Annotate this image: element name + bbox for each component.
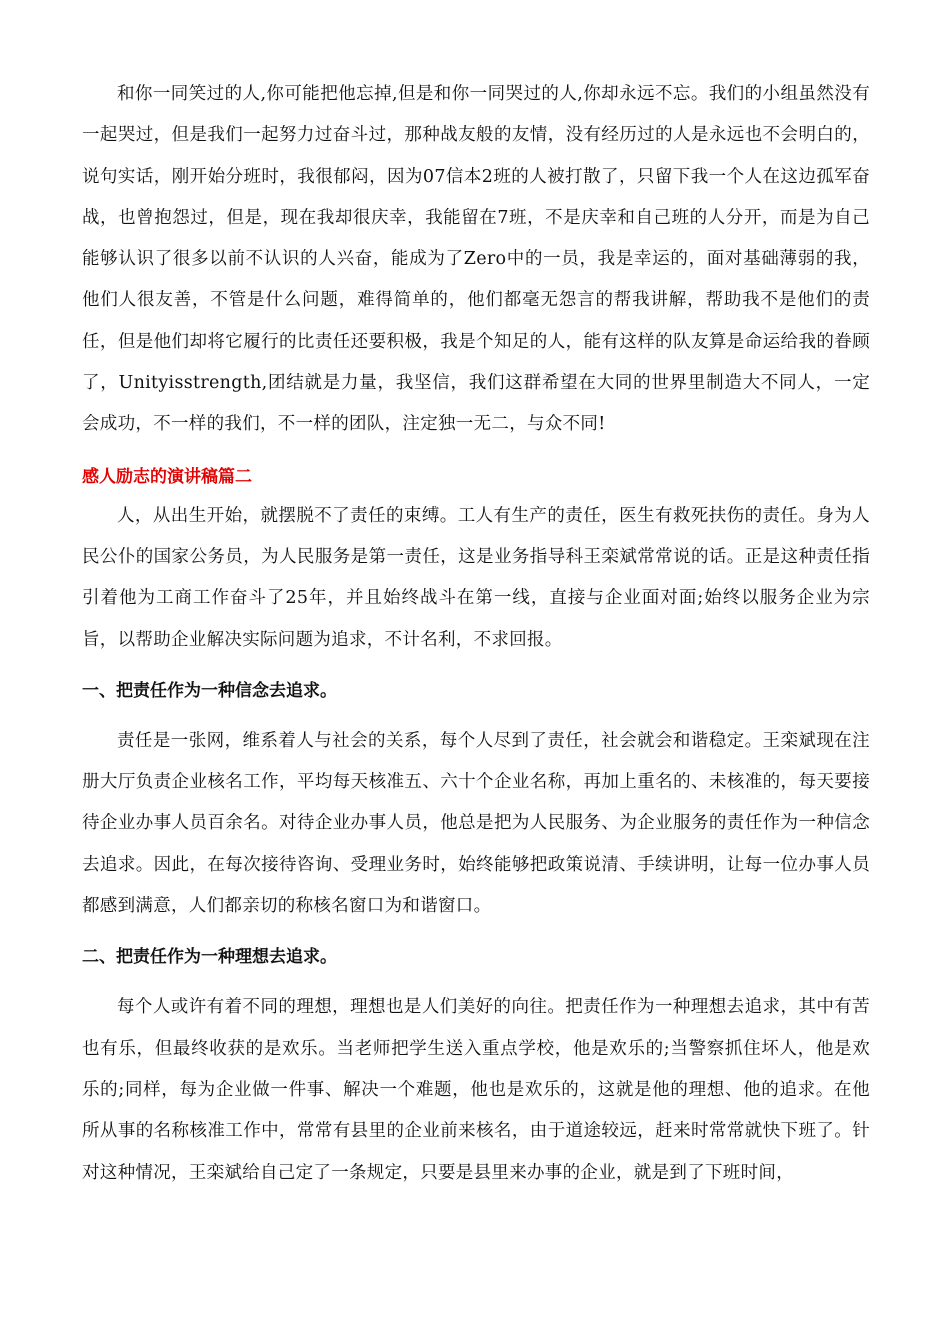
section-title: 感人励志的演讲稿篇二 — [82, 466, 252, 487]
body-paragraph-4: 每个人或许有着不同的理想，理想也是人们美好的向往。把责任作为一种理想去追求，其中有苦也有乐，但最终收获的是欢乐。当老师把学生送入重点学校，他是欢乐的;当警察抓住坏人，他是欢乐的;同样，每为企业做一件事、解决一个难题，他也是欢乐的，这就是他的理想、他的追求。在他所从事的名称核准工作中，常常有县里的企业前来核名，由于道途较远，赶来时常常就快下班了。针对这种情况，王栾斌给自己定了一条规定，只要是县里来办事的企业，就是到了下班时间， — [82, 997, 870, 1183]
body-paragraph-3: 责任是一张网，维系着人与社会的关系，每个人尽到了责任，社会就会和谐稳定。王栾斌现在注册大厅负责企业核名工作，平均每天核准五、六十个企业名称，再加上重名的、未核准的，每天要接待企业办事人员百余名。对待企业办事人员，他总是把为人民服务、为企业服务的责任作为一种信念去追求。因此，在每次接待咨询、受理业务时，始终能够把政策说清、手续讲明，让每一位办事人员都感到满意，人们都亲切的称核名窗口为和谐窗口。 — [82, 730, 870, 917]
body-paragraph-2: 人，从出生开始，就摆脱不了责任的束缚。工人有生产的责任，医生有救死扶伤的责任。身为人民公仆的国家公务员，为人民服务是第一责任，这是业务指导科王栾斌常常说的话。正是这种责任指引着他为工商工作奋斗了25年，并且始终战斗在第一线，直接与企业面对面;始终以服务企业为宗旨，以帮助企业解决实际问题为追求，不计名利，不求回报。 — [82, 505, 870, 650]
document-page — [82, 74, 870, 1194]
subheading-1: 一、把责任作为一种信念去追求。 — [82, 680, 337, 701]
subheading-2: 二、把责任作为一种理想去追求。 — [82, 947, 337, 968]
body-paragraph-1: 和你一同笑过的人,你可能把他忘掉,但是和你一同哭过的人,你却永远不忘。我们的小组虽然没有一起哭过，但是我们一起努力过奋斗过，那种战友般的友情，没有经历过的人是永远也不会明白的，说句实话，刚开始分班时，我很郁闷，因为07信本2班的人被打散了，只留下我一个人在这边孤军奋战，也曾抱怨过，但是，现在我却很庆幸，我能留在7班，不是庆幸和自己班的人分开，而是为自己能够认识了很多以前不认识的人兴奋，能成为了Zero中的一员，我是幸运的，面对基础薄弱的我，他们人很友善，不管是什么问题，难得简单的，他们都毫无怨言的帮我讲解，帮助我不是他们的责任，但是他们却将它履行的比责任还要积极，我是个知足的人，能有这样的队友算是命运给我的眷顾了，Unityisstrength,团结就是力量，我坚信，我们这群希望在大同的世界里制造大不同人，一定会成功，不一样的我们，不一样的团队，注定独一无二，与众不同! — [82, 84, 870, 435]
